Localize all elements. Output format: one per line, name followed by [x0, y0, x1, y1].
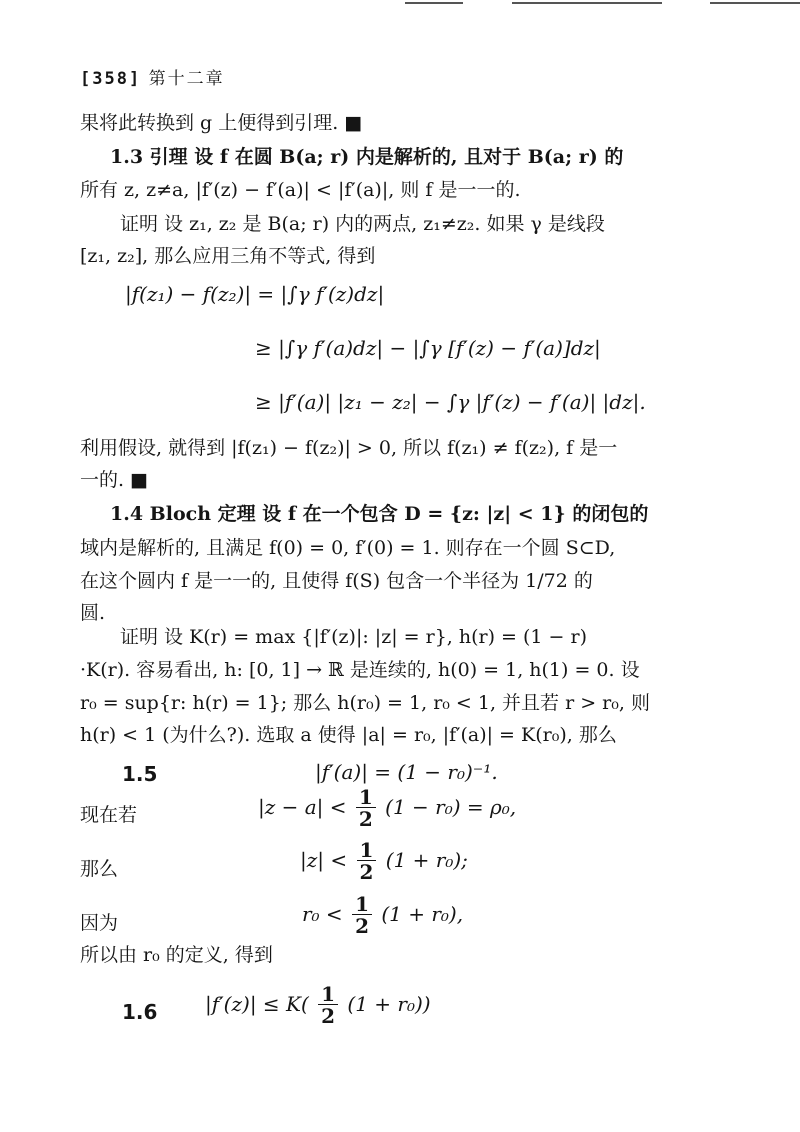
eq-part: |z − a| < [258, 795, 347, 819]
eq-part: (1 − r₀) = ρ₀, [385, 795, 517, 819]
proof-line: 证明 设 z₁, z₂ 是 B(a; r) 内的两点, z₁≠z₂. 如果 γ 是线段 [120, 213, 605, 235]
eq-part: (1 + r₀); [385, 848, 468, 872]
equation-label: 1.6 [122, 1000, 158, 1024]
fraction-numerator: 1 [318, 984, 338, 1005]
equation-1: |f(z₁) − f(z₂)| = |∫γ f′(z)dz| [125, 282, 385, 306]
fraction-half [318, 984, 338, 1027]
equation-3: ≥ |f′(a)| |z₁ − z₂| − ∫γ |f′(z) − f′(a)| |dz|. [255, 390, 646, 414]
fraction-denominator: 2 [358, 807, 373, 831]
fraction-denominator: 2 [355, 914, 369, 938]
equation-7 [302, 894, 463, 937]
eq-part: (1 + r₀), [381, 902, 464, 926]
text-line: 利用假设, 就得到 |f(z₁) − f(z₂)| > 0, 所以 f(z₁) ≠ f(z₂), f 是一 [80, 437, 618, 459]
top-rule [512, 2, 662, 4]
text-line: 因为 [80, 912, 119, 934]
eq-part: |z| < [300, 848, 348, 872]
fraction-numerator: 1 [352, 894, 372, 915]
text-line: 一的. ■ [80, 469, 149, 491]
fraction-half [356, 787, 376, 830]
theorem-heading: 1.4 Bloch 定理 设 f 在一个包含 D = {z: |z| < 1} 的闭包的 [110, 503, 649, 525]
fraction-denominator: 2 [359, 860, 374, 884]
equation-5 [258, 787, 516, 830]
text-line: r₀ = sup{r: h(r) = 1}; 那么 h(r₀) = 1, r₀ < 1, 并且若 r > r₀, 则 [80, 692, 650, 714]
equation-8 [205, 984, 431, 1027]
text-line: 所有 z, z≠a, |f′(z) − f′(a)| < |f′(a)|, 则 f 是一一的. [80, 179, 521, 201]
equation-label: 1.5 [122, 762, 158, 786]
equation-6 [300, 840, 468, 883]
page-number: [358] [80, 69, 142, 89]
text-line: 圆. [80, 602, 106, 624]
equation-4: |f′(a)| = (1 − r₀)⁻¹. [315, 760, 498, 784]
lemma-heading: 1.3 引理 设 f 在圆 B(a; r) 内是解析的, 且对于 B(a; r) 的 [110, 146, 624, 168]
fraction-half [357, 840, 377, 883]
eq-part: r₀ < [302, 902, 343, 926]
page-header [80, 66, 225, 92]
text-line: 那么 [80, 858, 119, 880]
text-line: ·K(r). 容易看出, h: [0, 1] → ℝ 是连续的, h(0) = 1, h(1) = 0. 设 [80, 659, 640, 681]
text-line: h(r) < 1 (为什么?). 选取 a 使得 |a| = r₀, |f′(a)| = K(r₀), 那么 [80, 724, 617, 746]
fraction-numerator: 1 [356, 787, 376, 808]
eq-part: |f′(z)| ≤ K( [205, 992, 309, 1016]
equation-2: ≥ |∫γ f′(a)dz| − |∫γ [f′(z) − f′(a)]dz| [255, 336, 601, 360]
chapter-title: 第十二章 [148, 69, 225, 89]
fraction-denominator: 2 [321, 1004, 336, 1028]
fraction-numerator: 1 [357, 840, 377, 861]
proof-line: 证明 设 K(r) = max {|f′(z)|: |z| = r}, h(r) = (1 − r) [120, 626, 587, 648]
text-line: 所以由 r₀ 的定义, 得到 [80, 944, 273, 966]
text-line: 在这个圆内 f 是一一的, 且使得 f(S) 包含一个半径为 1/72 的 [80, 570, 593, 592]
top-rule [710, 2, 800, 4]
fraction-half [352, 894, 372, 937]
text-line: 域内是解析的, 且满足 f(0) = 0, f′(0) = 1. 则存在一个圆 S⊂D, [80, 537, 616, 559]
top-rule [405, 2, 463, 4]
text-line: 现在若 [80, 804, 138, 826]
text-line: 果将此转换到 g 上便得到引理. ■ [80, 112, 363, 134]
text-line: [z₁, z₂], 那么应用三角不等式, 得到 [80, 245, 376, 267]
eq-part: (1 + r₀)) [347, 992, 431, 1016]
